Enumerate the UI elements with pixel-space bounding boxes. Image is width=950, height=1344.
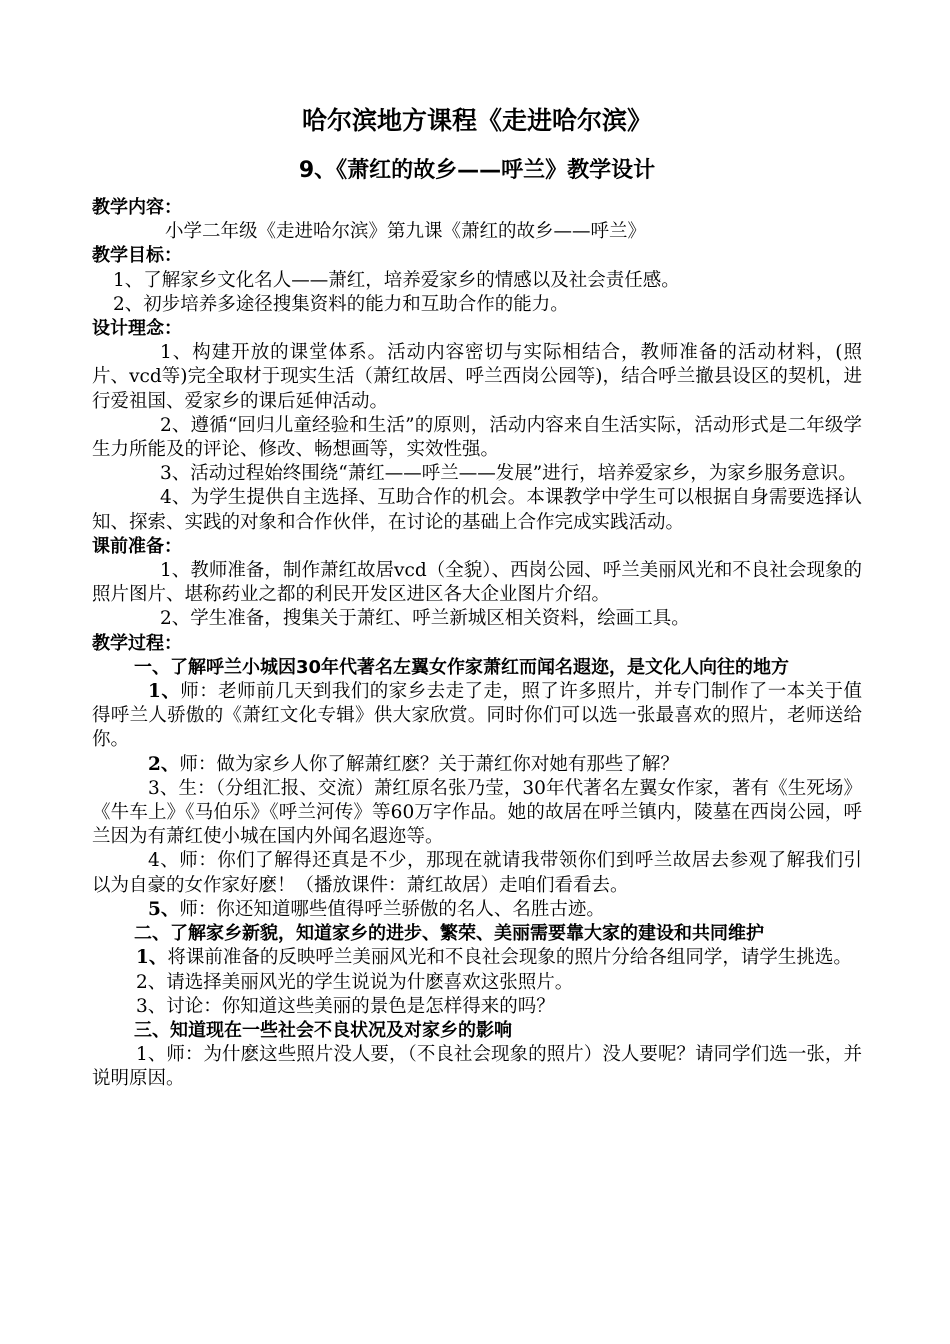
step-number: 1、 bbox=[136, 947, 168, 969]
concept-item: 1、构建开放的课堂体系。活动内容密切与实际相结合，教师准备的活动材料，(照片、vcd等)完全取材于现实生活（萧红故居、呼兰西岗公园等)，结合呼兰撤县设区的契机，进行爱祖国、爱家乡的课后延伸活动。 bbox=[92, 342, 862, 412]
process-step bbox=[92, 753, 862, 777]
content-text: 小学二年级《走进哈尔滨》第九课《萧红的故乡——呼兰》 bbox=[165, 221, 647, 243]
step-number: 4、 bbox=[148, 850, 180, 872]
process-step bbox=[92, 1043, 862, 1091]
process-section-title: 二、了解家乡新貌，知道家乡的进步、繁荣、美丽需要靠大家的建设和共同维护 bbox=[134, 923, 764, 945]
concept-item: 2、遵循“回归儿童经验和生活”的原则，活动内容来自生活实际，活动形式是二年级学生力所能及的评论、修改、畅想画等，实效性强。 bbox=[92, 414, 862, 461]
concept-heading: 设计理念： bbox=[92, 318, 182, 340]
process-step bbox=[92, 849, 862, 897]
step-text: 师：你们了解得还真是不少，那现在就请我带领你们到呼兰故居去参观了解我们引以为自豪的女作家好麽！（播放课件：萧红故居）走咱们看看去。 bbox=[92, 850, 862, 896]
process-step bbox=[92, 680, 862, 753]
step-number: 1、 bbox=[136, 1044, 167, 1066]
content-heading: 教学内容： bbox=[92, 197, 182, 218]
step-text: 讨论：你知道这些美丽的景色是怎样得来的吗？ bbox=[166, 995, 555, 1017]
process-step bbox=[92, 777, 862, 850]
process-section-title: 三、知道现在一些社会不良状况及对家乡的影响 bbox=[134, 1019, 512, 1041]
process-step bbox=[92, 971, 862, 995]
document-title: 哈尔滨地方课程《走进哈尔滨》 bbox=[301, 106, 652, 135]
step-text: 生：（分组汇报、交流）萧红原名张乃莹，30年代著名左翼女作家，著有《生死场》《牛车上》《马伯乐》《呼兰河传》等60万字作品。她的故居在呼兰镇内，陵墓在西岗公园，呼兰因为有萧红使小城在国内外闻名遐迩等。 bbox=[92, 777, 862, 848]
concept-item: 3、活动过程始终围绕“萧红——呼兰——发展”进行，培养爱家乡，为家乡服务意识。 bbox=[160, 463, 857, 485]
preparation-heading: 课前准备： bbox=[92, 535, 182, 557]
objective-item: 2、初步培养多途径搜集资料的能力和互助合作的能力。 bbox=[113, 293, 569, 315]
step-text: 师：老师前几天到我们的家乡去走了走，照了许多照片，并专门制作了一本关于值得呼兰人骄傲的《萧红文化专辑》供大家欣赏。同时你们可以选一张最喜欢的照片，老师送给你。 bbox=[92, 681, 862, 751]
step-text: 师：做为家乡人你了解萧红麽？关于萧红你对她有那些了解？ bbox=[179, 753, 679, 775]
step-number: 1、 bbox=[148, 681, 181, 703]
process-step bbox=[92, 946, 862, 970]
process-heading: 教学过程： bbox=[92, 632, 182, 654]
step-text: 请选择美丽风光的学生说说为什麽喜欢这张照片。 bbox=[166, 971, 574, 993]
objective-item: 1、了解家乡文化名人——萧红，培养爱家乡的情感以及社会责任感。 bbox=[113, 269, 680, 291]
step-number: 2、 bbox=[136, 971, 167, 993]
process-step bbox=[92, 995, 862, 1019]
process-step bbox=[92, 898, 862, 922]
concept-item: 4、为学生提供自主选择、互助合作的机会。本课教学中学生可以根据自身需要选择认知、探索、实践的对象和合作伙伴，在讨论的基础上合作完成实践活动。 bbox=[92, 487, 862, 533]
step-number: 3、 bbox=[148, 777, 179, 799]
process-section-title: 一、了解呼兰小城因30年代著名左翼女作家萧红而闻名遐迩，是文化人向往的地方 bbox=[134, 656, 790, 678]
step-number: 2、 bbox=[148, 753, 180, 775]
step-text: 师：为什麽这些照片没人要，（不良社会现象的照片）没人要呢？请同学们选一张，并说明原因。 bbox=[92, 1044, 862, 1090]
step-text: 师：你还知道哪些值得呼兰骄傲的名人、名胜古迹。 bbox=[179, 898, 605, 920]
document-content bbox=[92, 104, 862, 1092]
document-subtitle: 9、《萧红的故乡——呼兰》教学设计 bbox=[298, 158, 656, 183]
step-number: 3、 bbox=[136, 995, 167, 1017]
step-text: 将课前准备的反映呼兰美丽风光和不良社会现象的照片分给各组同学，请学生挑选。 bbox=[167, 947, 852, 969]
preparation-item: 2、学生准备，搜集关于萧红、呼兰新城区相关资料，绘画工具。 bbox=[160, 608, 690, 630]
step-number: 5、 bbox=[148, 898, 180, 920]
preparation-item: 1、教师准备，制作萧红故居vcd（全貌）、西岗公园、呼兰美丽风光和不良社会现象的照片图片、堪称药业之都的利民开发区进区各大企业图片介绍。 bbox=[92, 560, 862, 606]
objectives-heading: 教学目标： bbox=[92, 245, 182, 267]
